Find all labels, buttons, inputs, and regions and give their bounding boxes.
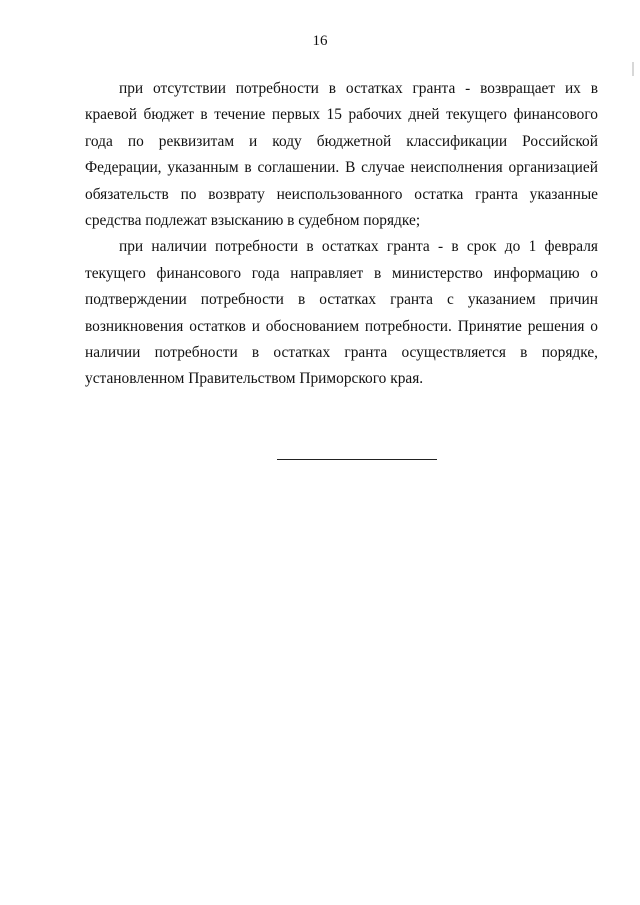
paragraph-need-remaining-grant: при наличии потребности в остатках гранта - в срок до 1 февраля текущего финансового года направляет в министерство информацию о подтверждении потребности в остатках гранта с указанием причин возникновения остатков и обоснованием потребности. Принятие решения о наличии потребности в остатках гранта осуществляется в порядке, установленном Правительством Приморского края.: [85, 238, 598, 388]
paragraph-no-need-remaining-grant: при отсутствии потребности в остатках гранта - возвращает их в краевой бюджет в течение первых 15 рабочих дней текущего финансового года по реквизитам и коду бюджетной классификации Российской Федерации, указанным в соглашении. В случае неисполнения организацией обязательств по возврату неиспользованного остатка гранта указанные средства подлежат взысканию в судебном порядке;: [85, 80, 598, 230]
document-body: [85, 76, 598, 393]
page-number: 16: [312, 33, 328, 49]
scan-edge-mark: [632, 62, 634, 76]
end-of-text-divider: [277, 459, 437, 460]
